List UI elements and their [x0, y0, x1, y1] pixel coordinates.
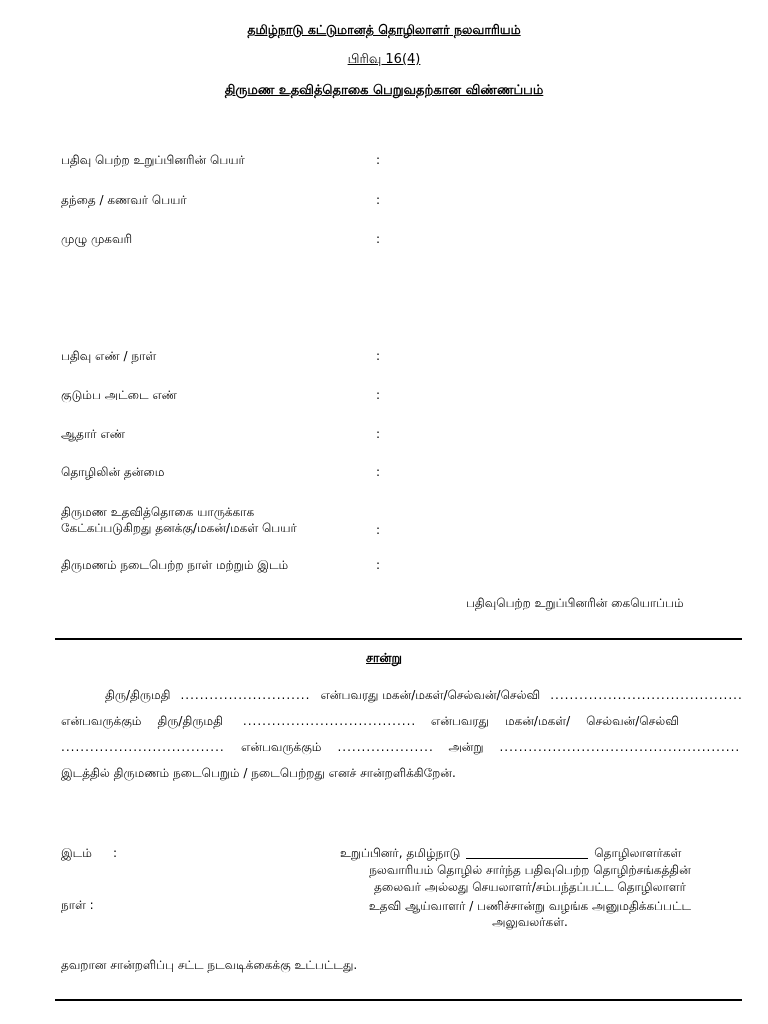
board-title: தமிழ்நாடு கட்டுமானத் தொழிலாளர் நலவாரியம் — [247, 22, 521, 37]
authority-l1-b: தொழிலாளர்கள் — [594, 846, 682, 860]
section-number: பிரிவு 16(4) — [347, 52, 421, 67]
member-signature-label: பதிவுபெற்ற உறுப்பினரின் கையொப்பம் — [466, 596, 684, 610]
authority-line-2: நலவாரியம் தொழில் சார்ந்த பதிவுபெற்ற தொழிற்சங்கத்தின் — [369, 863, 691, 877]
occupation-label: தொழிலின் தன்மை — [61, 465, 165, 479]
aadhaar-label: ஆதார் எண் — [61, 427, 125, 441]
blank-name-1 — [180, 688, 310, 702]
cert-relation-1: என்பவரது மகன்/மகள்/செல்வன்/செல்வி — [320, 688, 541, 702]
certificate-line-2 — [61, 714, 741, 730]
member-name-label: பதிவு பெற்ற உறுப்பினரின் பெயர் — [61, 153, 245, 167]
occupation-colon: : — [376, 465, 381, 479]
section-divider — [55, 638, 742, 640]
blank-date — [337, 740, 432, 754]
cert-and-2: என்பவருக்கும் — [241, 740, 322, 754]
beneficiary-colon: : — [376, 523, 381, 537]
authority-l1-a: உறுப்பினர், தமிழ்நாடு — [340, 846, 461, 860]
date-label: நாள் : — [61, 898, 94, 912]
bottom-divider — [55, 999, 742, 1001]
registration-number-label: பதிவு எண் / நாள் — [61, 349, 157, 363]
certificate-line-1 — [61, 688, 741, 704]
beneficiary-label-line2: கேட்கப்படுகிறது தனக்கு/மகன்/மகள் பெயர் — [61, 521, 297, 535]
father-husband-name-label: தந்தை / கணவர் பெயர் — [61, 193, 187, 207]
full-address-label: முழு முகவரி — [61, 232, 133, 246]
aadhaar-colon: : — [376, 427, 381, 441]
member-name-colon: : — [376, 153, 381, 167]
authority-line-3: தலைவர் அல்லது செயலாளர்/சம்பந்தப்பட்ட தொழிலாளர் — [374, 880, 686, 894]
certificate-line-3 — [61, 740, 741, 756]
place-label: இடம் — [61, 846, 92, 860]
registration-number-colon: : — [376, 349, 381, 363]
authority-line-4: உதவி ஆய்வாளர் / பணிச்சான்று வழங்க அனுமதிக்கப்பட்ட — [368, 899, 692, 913]
cert-and-1: என்பவருக்கும் — [61, 714, 142, 728]
place-colon: : — [113, 846, 118, 860]
blank-place — [499, 740, 741, 754]
marriage-date-place-label: திருமணம் நடைபெற்ற நாள் மற்றும் இடம் — [61, 558, 289, 572]
cert-relation-2a: என்பவரது — [430, 714, 489, 728]
authority-line-5: அலுவலர்கள். — [492, 915, 568, 929]
blank-name-2 — [550, 688, 741, 702]
blank-name-3 — [243, 714, 415, 728]
form-title: திருமண உதவித்தொகை பெறுவதற்கான விண்ணப்பம் — [224, 83, 544, 98]
authority-line-1 — [340, 846, 681, 862]
blank-name-4 — [61, 740, 225, 754]
cert-title-1: திரு/திருமதி — [105, 688, 171, 702]
ration-card-colon: : — [376, 388, 381, 402]
cert-relation-2c: செல்வன்/செல்வி — [586, 714, 679, 728]
certificate-line-4: இடத்தில் திருமணம் நடைபெறும் / நடைபெற்றது எனச் சான்றளிக்கிறேன். — [61, 766, 456, 780]
cert-title-2: திரு/திருமதி — [157, 714, 223, 728]
full-address-colon: : — [376, 232, 381, 246]
father-husband-name-colon: : — [376, 193, 381, 207]
beneficiary-label-line1: திருமண உதவித்தொகை யாருக்காக — [61, 505, 255, 519]
marriage-date-place-colon: : — [376, 558, 381, 572]
false-certification-warning: தவறான சான்றளிப்பு சட்ட நடவடிக்கைக்கு உட்பட்டது. — [61, 958, 358, 972]
board-name-blank — [466, 858, 588, 859]
certificate-heading: சான்று — [365, 650, 403, 665]
ration-card-label: குடும்ப அட்டை எண் — [61, 388, 177, 402]
cert-relation-2b: மகன்/மகள்/ — [504, 714, 571, 728]
cert-on: அன்று — [448, 740, 484, 754]
